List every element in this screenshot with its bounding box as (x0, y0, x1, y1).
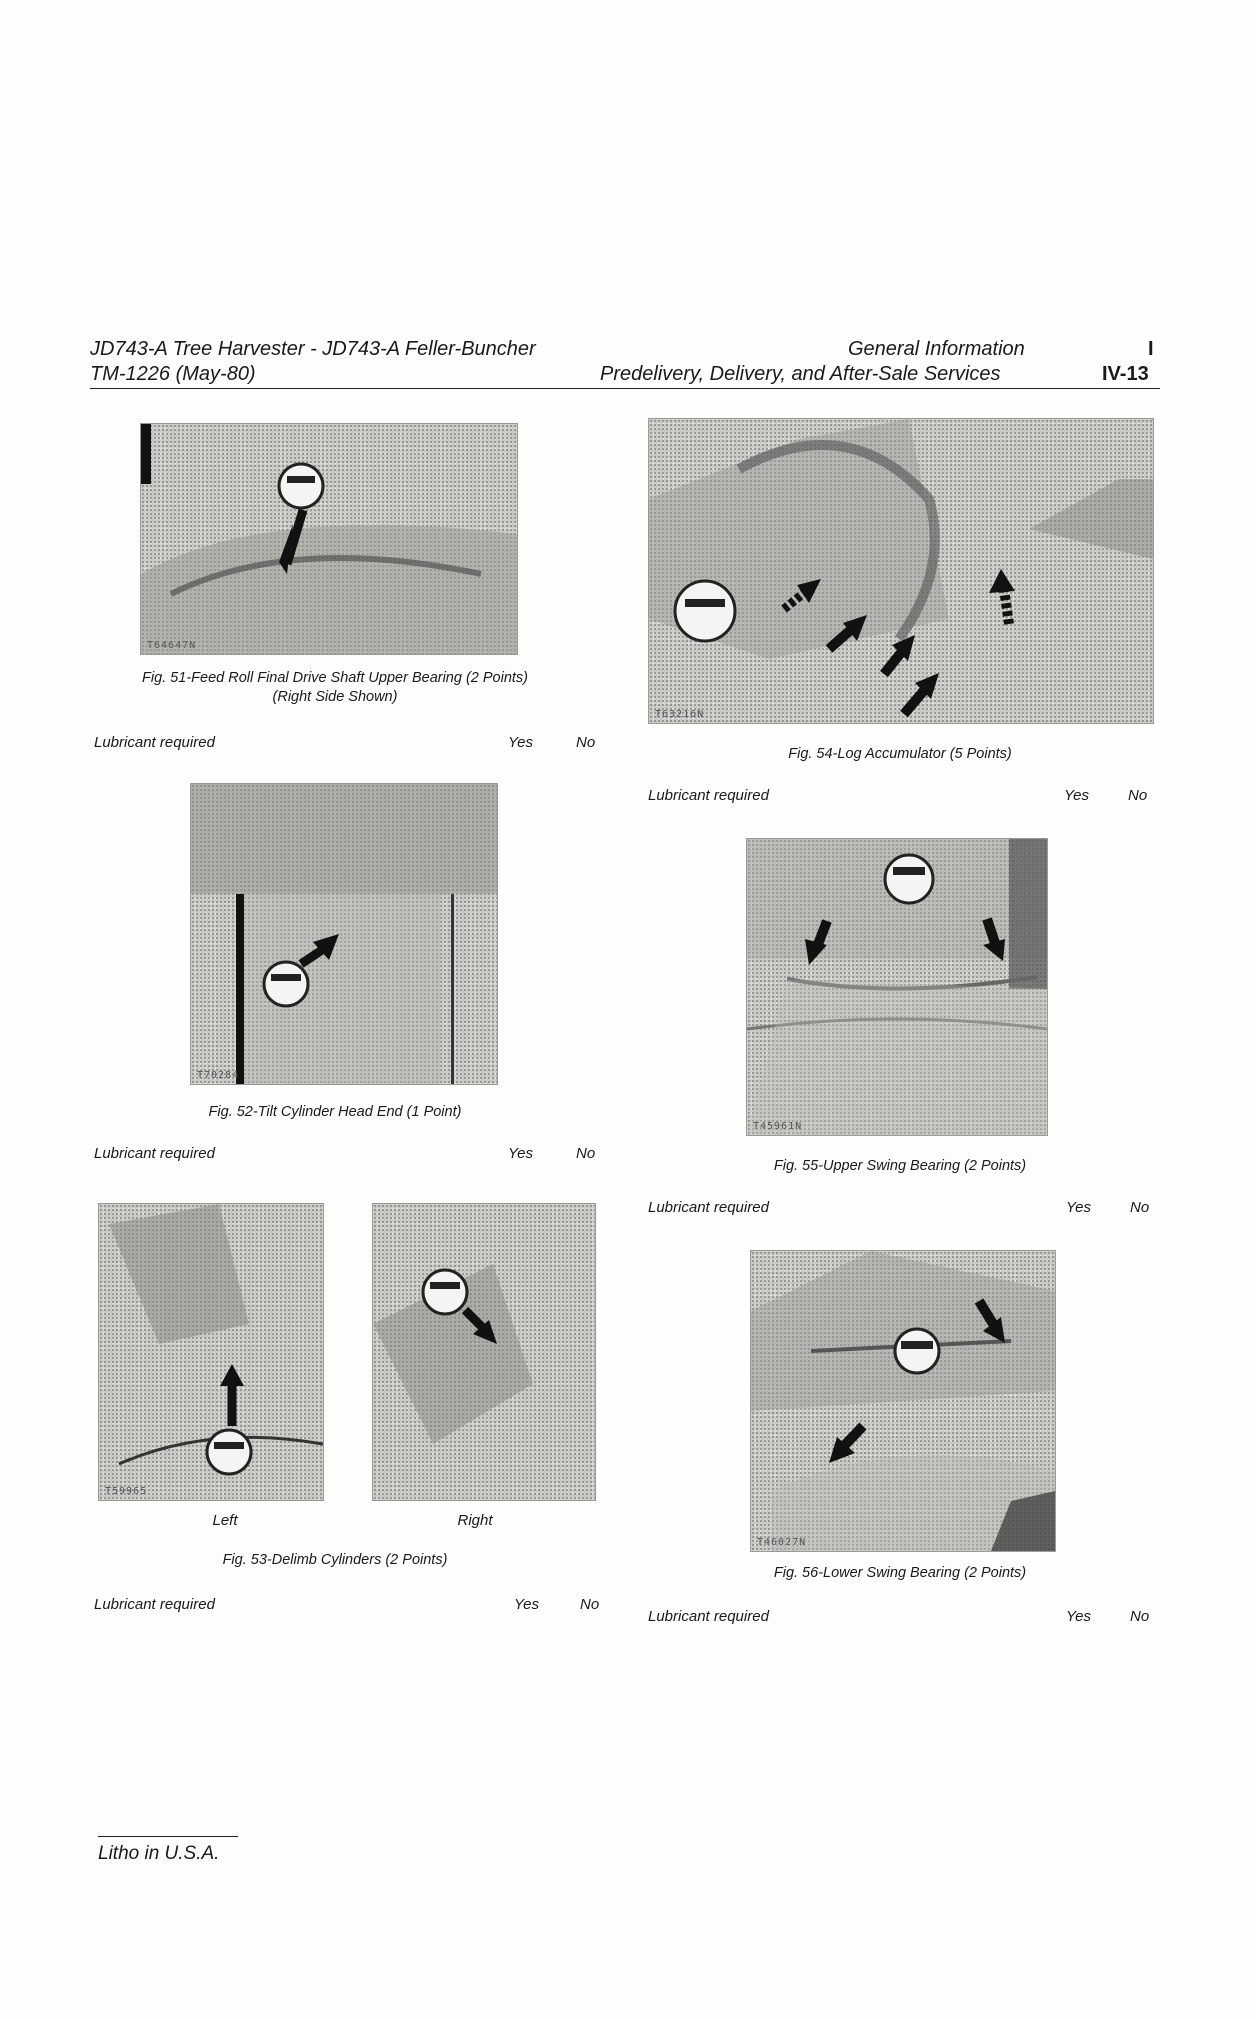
fig51-illustration (141, 424, 517, 654)
fig53-right-photo (372, 1203, 596, 1501)
fig51-caption: Fig. 51-Feed Roll Final Drive Shaft Upper Bearing (2 Points) (141, 670, 529, 686)
fig52-photo (190, 783, 498, 1085)
fig55-caption: Fig. 55-Upper Swing Bearing (2 Points) (773, 1158, 1027, 1174)
fig52-photo-code: T70284 (197, 1070, 240, 1081)
fig53-left-illustration (99, 1204, 323, 1500)
fig53-lubricant-label: Lubricant required (94, 1596, 215, 1613)
fig55-lubricant-label: Lubricant required (648, 1199, 769, 1216)
fig56-photo-code: T46027N (757, 1537, 807, 1548)
fig51-yes-option[interactable]: Yes (508, 734, 534, 751)
fig54-no-option[interactable]: No (1128, 787, 1148, 804)
fig51-caption-note: (Right Side Shown) (272, 689, 398, 705)
fig56-yes-option[interactable]: Yes (1066, 1608, 1092, 1625)
fig55-photo (746, 838, 1048, 1136)
fig51-lubricant-label: Lubricant required (94, 734, 215, 751)
fig53-left-label: Left (212, 1512, 238, 1529)
fig53-photo-code: T59965 (105, 1486, 148, 1497)
fig52-caption: Fig. 52-Tilt Cylinder Head End (1 Point) (208, 1104, 462, 1120)
fig54-photo (648, 418, 1154, 724)
fig54-yes-option[interactable]: Yes (1064, 787, 1090, 804)
fig51-photo-code: T64647N (147, 640, 197, 651)
fig53-no-option[interactable]: No (580, 1596, 600, 1613)
fig56-illustration (751, 1251, 1055, 1551)
footer-litho: Litho in U.S.A. (98, 1843, 220, 1864)
fig52-illustration (191, 784, 497, 1084)
fig52-no-option[interactable]: No (576, 1145, 596, 1162)
fig52-lubricant-label: Lubricant required (94, 1145, 215, 1162)
fig53-yes-option[interactable]: Yes (514, 1596, 540, 1613)
fig54-lubricant-label: Lubricant required (648, 787, 769, 804)
fig56-caption: Fig. 56-Lower Swing Bearing (2 Points) (773, 1565, 1027, 1581)
header-rule (90, 388, 1160, 389)
fig51-no-option[interactable]: No (576, 734, 596, 751)
footer-rule (98, 1836, 238, 1837)
page-number: IV-13 (1102, 363, 1149, 385)
fig53-right-illustration (373, 1204, 595, 1500)
fig56-photo (750, 1250, 1056, 1552)
fig53-right-label: Right (457, 1512, 493, 1529)
header-subsection-title: Predelivery, Delivery, and After-Sale Services (600, 363, 1001, 385)
header-section-title: General Information (848, 338, 1025, 360)
fig56-lubricant-label: Lubricant required (648, 1608, 769, 1625)
header-section-mark: I (1148, 338, 1154, 360)
fig54-illustration (649, 419, 1153, 723)
fig53-left-photo (98, 1203, 324, 1501)
fig51-photo (140, 423, 518, 655)
header-title: JD743-A Tree Harvester - JD743-A Feller-Buncher (90, 338, 536, 360)
fig56-no-option[interactable]: No (1130, 1608, 1150, 1625)
fig54-photo-code: T63216N (655, 709, 705, 720)
fig52-yes-option[interactable]: Yes (508, 1145, 534, 1162)
fig53-caption: Fig. 53-Delimb Cylinders (2 Points) (222, 1552, 448, 1568)
fig55-no-option[interactable]: No (1130, 1199, 1150, 1216)
header-manual-number: TM-1226 (May-80) (90, 363, 256, 385)
fig55-illustration (747, 839, 1047, 1135)
fig54-caption: Fig. 54-Log Accumulator (5 Points) (788, 746, 1012, 762)
fig55-yes-option[interactable]: Yes (1066, 1199, 1092, 1216)
fig55-photo-code: T45961N (753, 1121, 803, 1132)
